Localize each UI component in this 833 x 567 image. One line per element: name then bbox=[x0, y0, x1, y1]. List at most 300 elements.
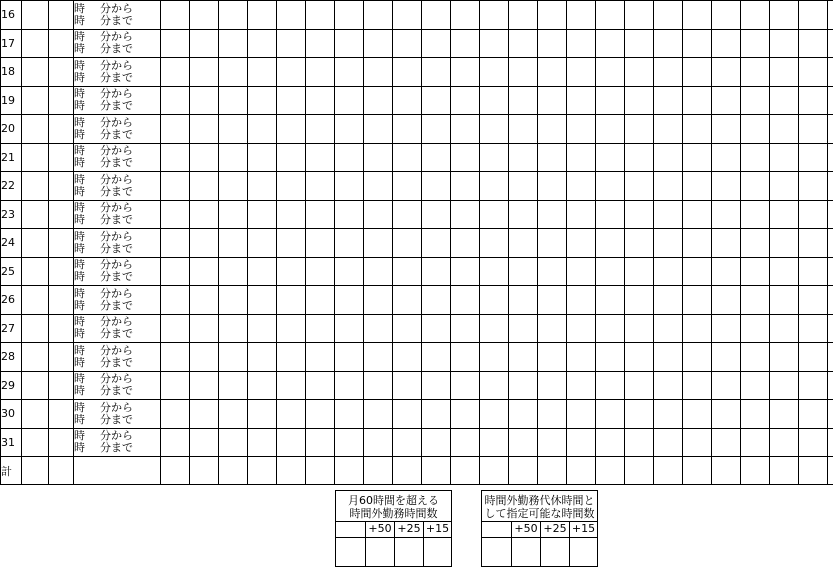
entry-cell[interactable] bbox=[277, 29, 306, 58]
entry-cell[interactable] bbox=[393, 400, 422, 429]
entry-cell[interactable] bbox=[538, 115, 567, 144]
entry-cell[interactable] bbox=[161, 257, 190, 286]
entry-cell[interactable] bbox=[277, 314, 306, 343]
entry-cell[interactable] bbox=[596, 428, 625, 457]
entry-cell[interactable] bbox=[22, 58, 49, 87]
entry-cell[interactable] bbox=[567, 29, 596, 58]
entry-cell[interactable] bbox=[219, 172, 248, 201]
entry-cell[interactable] bbox=[190, 400, 219, 429]
entry-cell[interactable] bbox=[22, 314, 49, 343]
entry-cell[interactable] bbox=[277, 172, 306, 201]
entry-cell[interactable] bbox=[161, 172, 190, 201]
entry-cell[interactable] bbox=[49, 29, 74, 58]
time-range-cell[interactable] bbox=[74, 200, 161, 229]
entry-cell[interactable] bbox=[219, 86, 248, 115]
value-cell[interactable] bbox=[482, 537, 511, 567]
entry-cell[interactable] bbox=[741, 286, 770, 315]
entry-cell[interactable] bbox=[451, 200, 480, 229]
entry-cell[interactable] bbox=[306, 115, 335, 144]
entry-cell[interactable] bbox=[683, 257, 712, 286]
entry-cell[interactable] bbox=[799, 400, 828, 429]
entry-cell[interactable] bbox=[248, 29, 277, 58]
entry-cell[interactable] bbox=[335, 29, 364, 58]
entry-cell[interactable] bbox=[770, 115, 799, 144]
entry-cell[interactable] bbox=[596, 257, 625, 286]
entry-cell[interactable] bbox=[306, 143, 335, 172]
entry-cell[interactable] bbox=[480, 200, 509, 229]
entry-cell[interactable] bbox=[770, 371, 799, 400]
entry-cell[interactable] bbox=[219, 343, 248, 372]
entry-cell[interactable] bbox=[799, 86, 828, 115]
entry-cell[interactable] bbox=[190, 229, 219, 258]
entry-cell[interactable] bbox=[712, 58, 741, 87]
entry-cell[interactable] bbox=[567, 457, 596, 485]
entry-cell[interactable] bbox=[393, 86, 422, 115]
entry-cell[interactable] bbox=[393, 115, 422, 144]
entry-cell[interactable] bbox=[567, 143, 596, 172]
entry-cell[interactable] bbox=[422, 314, 451, 343]
entry-cell[interactable] bbox=[190, 286, 219, 315]
entry-cell[interactable] bbox=[712, 257, 741, 286]
entry-cell[interactable] bbox=[567, 115, 596, 144]
entry-cell[interactable] bbox=[335, 314, 364, 343]
entry-cell[interactable] bbox=[654, 1, 683, 30]
entry-cell[interactable] bbox=[625, 428, 654, 457]
entry-cell[interactable] bbox=[770, 143, 799, 172]
time-range-cell[interactable] bbox=[74, 229, 161, 258]
entry-cell[interactable] bbox=[770, 314, 799, 343]
entry-cell[interactable] bbox=[480, 172, 509, 201]
entry-cell[interactable] bbox=[451, 400, 480, 429]
entry-cell[interactable] bbox=[161, 343, 190, 372]
entry-cell[interactable] bbox=[625, 286, 654, 315]
entry-cell[interactable] bbox=[567, 172, 596, 201]
entry-cell[interactable] bbox=[712, 86, 741, 115]
entry-cell[interactable] bbox=[480, 286, 509, 315]
entry-cell[interactable] bbox=[683, 400, 712, 429]
entry-cell[interactable] bbox=[538, 1, 567, 30]
entry-cell[interactable] bbox=[741, 1, 770, 30]
entry-cell[interactable] bbox=[770, 86, 799, 115]
entry-cell[interactable] bbox=[828, 115, 833, 144]
entry-cell[interactable] bbox=[49, 58, 74, 87]
entry-cell[interactable] bbox=[335, 143, 364, 172]
entry-cell[interactable] bbox=[49, 143, 74, 172]
entry-cell[interactable] bbox=[335, 343, 364, 372]
entry-cell[interactable] bbox=[654, 343, 683, 372]
entry-cell[interactable] bbox=[277, 371, 306, 400]
entry-cell[interactable] bbox=[161, 58, 190, 87]
entry-cell[interactable] bbox=[161, 428, 190, 457]
entry-cell[interactable] bbox=[596, 200, 625, 229]
entry-cell[interactable] bbox=[451, 172, 480, 201]
entry-cell[interactable] bbox=[393, 229, 422, 258]
entry-cell[interactable] bbox=[683, 343, 712, 372]
entry-cell[interactable] bbox=[683, 314, 712, 343]
entry-cell[interactable] bbox=[190, 343, 219, 372]
entry-cell[interactable] bbox=[654, 115, 683, 144]
entry-cell[interactable] bbox=[567, 428, 596, 457]
entry-cell[interactable] bbox=[335, 1, 364, 30]
entry-cell[interactable] bbox=[799, 343, 828, 372]
entry-cell[interactable] bbox=[161, 314, 190, 343]
entry-cell[interactable] bbox=[22, 115, 49, 144]
entry-cell[interactable] bbox=[219, 314, 248, 343]
entry-cell[interactable] bbox=[625, 200, 654, 229]
entry-cell[interactable] bbox=[161, 115, 190, 144]
entry-cell[interactable] bbox=[393, 143, 422, 172]
entry-cell[interactable] bbox=[364, 86, 393, 115]
entry-cell[interactable] bbox=[161, 371, 190, 400]
entry-cell[interactable] bbox=[451, 115, 480, 144]
entry-cell[interactable] bbox=[538, 314, 567, 343]
entry-cell[interactable] bbox=[480, 229, 509, 258]
entry-cell[interactable] bbox=[277, 457, 306, 485]
entry-cell[interactable] bbox=[393, 172, 422, 201]
entry-cell[interactable] bbox=[828, 371, 833, 400]
entry-cell[interactable] bbox=[49, 200, 74, 229]
entry-cell[interactable] bbox=[596, 314, 625, 343]
entry-cell[interactable] bbox=[683, 1, 712, 30]
entry-cell[interactable] bbox=[364, 172, 393, 201]
entry-cell[interactable] bbox=[799, 200, 828, 229]
entry-cell[interactable] bbox=[393, 257, 422, 286]
entry-cell[interactable] bbox=[190, 371, 219, 400]
entry-cell[interactable] bbox=[161, 1, 190, 30]
entry-cell[interactable] bbox=[683, 58, 712, 87]
time-range-cell[interactable] bbox=[74, 257, 161, 286]
entry-cell[interactable] bbox=[741, 86, 770, 115]
entry-cell[interactable] bbox=[49, 286, 74, 315]
entry-cell[interactable] bbox=[451, 286, 480, 315]
entry-cell[interactable] bbox=[509, 1, 538, 30]
entry-cell[interactable] bbox=[219, 1, 248, 30]
entry-cell[interactable] bbox=[828, 314, 833, 343]
time-range-cell[interactable] bbox=[74, 1, 161, 30]
entry-cell[interactable] bbox=[741, 115, 770, 144]
entry-cell[interactable] bbox=[567, 229, 596, 258]
entry-cell[interactable] bbox=[219, 371, 248, 400]
entry-cell[interactable] bbox=[306, 172, 335, 201]
entry-cell[interactable] bbox=[625, 172, 654, 201]
entry-cell[interactable] bbox=[422, 115, 451, 144]
entry-cell[interactable] bbox=[741, 143, 770, 172]
entry-cell[interactable] bbox=[161, 29, 190, 58]
entry-cell[interactable] bbox=[393, 343, 422, 372]
entry-cell[interactable] bbox=[393, 314, 422, 343]
entry-cell[interactable] bbox=[538, 58, 567, 87]
entry-cell[interactable] bbox=[49, 86, 74, 115]
entry-cell[interactable] bbox=[654, 229, 683, 258]
entry-cell[interactable] bbox=[248, 1, 277, 30]
entry-cell[interactable] bbox=[538, 371, 567, 400]
time-range-cell[interactable] bbox=[74, 428, 161, 457]
entry-cell[interactable] bbox=[509, 229, 538, 258]
entry-cell[interactable] bbox=[509, 400, 538, 429]
entry-cell[interactable] bbox=[306, 343, 335, 372]
entry-cell[interactable] bbox=[538, 229, 567, 258]
time-range-cell[interactable] bbox=[74, 314, 161, 343]
entry-cell[interactable] bbox=[219, 29, 248, 58]
entry-cell[interactable] bbox=[509, 371, 538, 400]
entry-cell[interactable] bbox=[49, 457, 74, 485]
entry-cell[interactable] bbox=[306, 457, 335, 485]
entry-cell[interactable] bbox=[480, 343, 509, 372]
entry-cell[interactable] bbox=[422, 400, 451, 429]
entry-cell[interactable] bbox=[828, 257, 833, 286]
entry-cell[interactable] bbox=[219, 200, 248, 229]
entry-cell[interactable] bbox=[306, 371, 335, 400]
entry-cell[interactable] bbox=[538, 29, 567, 58]
entry-cell[interactable] bbox=[451, 371, 480, 400]
time-range-cell[interactable] bbox=[74, 343, 161, 372]
entry-cell[interactable] bbox=[828, 457, 833, 485]
entry-cell[interactable] bbox=[480, 86, 509, 115]
entry-cell[interactable] bbox=[712, 457, 741, 485]
entry-cell[interactable] bbox=[451, 29, 480, 58]
value-cell[interactable] bbox=[569, 537, 597, 567]
entry-cell[interactable] bbox=[625, 400, 654, 429]
time-range-cell[interactable] bbox=[74, 286, 161, 315]
entry-cell[interactable] bbox=[625, 58, 654, 87]
value-cell[interactable] bbox=[540, 537, 569, 567]
entry-cell[interactable] bbox=[422, 200, 451, 229]
entry-cell[interactable] bbox=[480, 29, 509, 58]
entry-cell[interactable] bbox=[161, 86, 190, 115]
entry-cell[interactable] bbox=[741, 314, 770, 343]
entry-cell[interactable] bbox=[277, 86, 306, 115]
entry-cell[interactable] bbox=[422, 257, 451, 286]
entry-cell[interactable] bbox=[22, 1, 49, 30]
entry-cell[interactable] bbox=[190, 457, 219, 485]
entry-cell[interactable] bbox=[799, 58, 828, 87]
entry-cell[interactable] bbox=[161, 229, 190, 258]
entry-cell[interactable] bbox=[422, 1, 451, 30]
entry-cell[interactable] bbox=[306, 58, 335, 87]
entry-cell[interactable] bbox=[451, 58, 480, 87]
entry-cell[interactable] bbox=[451, 343, 480, 372]
entry-cell[interactable] bbox=[277, 200, 306, 229]
entry-cell[interactable] bbox=[770, 58, 799, 87]
entry-cell[interactable] bbox=[828, 86, 833, 115]
entry-cell[interactable] bbox=[770, 229, 799, 258]
entry-cell[interactable] bbox=[509, 314, 538, 343]
entry-cell[interactable] bbox=[22, 428, 49, 457]
entry-cell[interactable] bbox=[277, 143, 306, 172]
entry-cell[interactable] bbox=[654, 200, 683, 229]
entry-cell[interactable] bbox=[277, 229, 306, 258]
time-range-cell[interactable] bbox=[74, 58, 161, 87]
entry-cell[interactable] bbox=[567, 1, 596, 30]
entry-cell[interactable] bbox=[219, 143, 248, 172]
entry-cell[interactable] bbox=[567, 286, 596, 315]
entry-cell[interactable] bbox=[770, 29, 799, 58]
entry-cell[interactable] bbox=[538, 457, 567, 485]
entry-cell[interactable] bbox=[596, 1, 625, 30]
entry-cell[interactable] bbox=[567, 343, 596, 372]
entry-cell[interactable] bbox=[625, 86, 654, 115]
entry-cell[interactable] bbox=[422, 172, 451, 201]
entry-cell[interactable] bbox=[799, 314, 828, 343]
entry-cell[interactable] bbox=[335, 428, 364, 457]
entry-cell[interactable] bbox=[451, 1, 480, 30]
entry-cell[interactable] bbox=[22, 457, 49, 485]
entry-cell[interactable] bbox=[364, 29, 393, 58]
entry-cell[interactable] bbox=[190, 200, 219, 229]
entry-cell[interactable] bbox=[654, 400, 683, 429]
entry-cell[interactable] bbox=[393, 371, 422, 400]
entry-cell[interactable] bbox=[248, 371, 277, 400]
entry-cell[interactable] bbox=[451, 143, 480, 172]
entry-cell[interactable] bbox=[625, 229, 654, 258]
entry-cell[interactable] bbox=[799, 115, 828, 144]
entry-cell[interactable] bbox=[538, 343, 567, 372]
entry-cell[interactable] bbox=[248, 86, 277, 115]
entry-cell[interactable] bbox=[828, 29, 833, 58]
entry-cell[interactable] bbox=[625, 257, 654, 286]
entry-cell[interactable] bbox=[335, 400, 364, 429]
entry-cell[interactable] bbox=[828, 172, 833, 201]
entry-cell[interactable] bbox=[770, 200, 799, 229]
entry-cell[interactable] bbox=[596, 115, 625, 144]
entry-cell[interactable] bbox=[683, 29, 712, 58]
entry-cell[interactable] bbox=[22, 343, 49, 372]
entry-cell[interactable] bbox=[509, 343, 538, 372]
entry-cell[interactable] bbox=[480, 143, 509, 172]
value-cell[interactable] bbox=[365, 537, 394, 567]
entry-cell[interactable] bbox=[770, 257, 799, 286]
entry-cell[interactable] bbox=[364, 1, 393, 30]
entry-cell[interactable] bbox=[683, 371, 712, 400]
value-cell[interactable] bbox=[423, 537, 451, 567]
entry-cell[interactable] bbox=[335, 58, 364, 87]
entry-cell[interactable] bbox=[248, 115, 277, 144]
entry-cell[interactable] bbox=[538, 257, 567, 286]
entry-cell[interactable] bbox=[625, 343, 654, 372]
entry-cell[interactable] bbox=[654, 58, 683, 87]
entry-cell[interactable] bbox=[654, 371, 683, 400]
entry-cell[interactable] bbox=[654, 172, 683, 201]
entry-cell[interactable] bbox=[451, 457, 480, 485]
entry-cell[interactable] bbox=[364, 343, 393, 372]
entry-cell[interactable] bbox=[480, 58, 509, 87]
entry-cell[interactable] bbox=[712, 200, 741, 229]
entry-cell[interactable] bbox=[625, 115, 654, 144]
entry-cell[interactable] bbox=[567, 314, 596, 343]
entry-cell[interactable] bbox=[49, 257, 74, 286]
entry-cell[interactable] bbox=[509, 257, 538, 286]
entry-cell[interactable] bbox=[248, 343, 277, 372]
entry-cell[interactable] bbox=[161, 286, 190, 315]
entry-cell[interactable] bbox=[422, 29, 451, 58]
entry-cell[interactable] bbox=[770, 400, 799, 429]
entry-cell[interactable] bbox=[683, 115, 712, 144]
time-range-cell[interactable] bbox=[74, 143, 161, 172]
entry-cell[interactable] bbox=[567, 86, 596, 115]
entry-cell[interactable] bbox=[306, 286, 335, 315]
entry-cell[interactable] bbox=[393, 58, 422, 87]
entry-cell[interactable] bbox=[596, 172, 625, 201]
entry-cell[interactable] bbox=[190, 143, 219, 172]
value-cell[interactable] bbox=[336, 537, 365, 567]
entry-cell[interactable] bbox=[538, 86, 567, 115]
entry-cell[interactable] bbox=[683, 428, 712, 457]
entry-cell[interactable] bbox=[22, 200, 49, 229]
entry-cell[interactable] bbox=[567, 400, 596, 429]
entry-cell[interactable] bbox=[393, 200, 422, 229]
entry-cell[interactable] bbox=[190, 1, 219, 30]
entry-cell[interactable] bbox=[422, 229, 451, 258]
entry-cell[interactable] bbox=[393, 286, 422, 315]
entry-cell[interactable] bbox=[712, 115, 741, 144]
entry-cell[interactable] bbox=[480, 457, 509, 485]
entry-cell[interactable] bbox=[364, 457, 393, 485]
entry-cell[interactable] bbox=[596, 343, 625, 372]
entry-cell[interactable] bbox=[364, 58, 393, 87]
time-range-cell[interactable] bbox=[74, 29, 161, 58]
entry-cell[interactable] bbox=[335, 257, 364, 286]
entry-cell[interactable] bbox=[451, 314, 480, 343]
entry-cell[interactable] bbox=[49, 314, 74, 343]
entry-cell[interactable] bbox=[451, 86, 480, 115]
entry-cell[interactable] bbox=[509, 86, 538, 115]
entry-cell[interactable] bbox=[277, 286, 306, 315]
entry-cell[interactable] bbox=[364, 371, 393, 400]
entry-cell[interactable] bbox=[509, 172, 538, 201]
entry-cell[interactable] bbox=[625, 1, 654, 30]
entry-cell[interactable] bbox=[828, 200, 833, 229]
entry-cell[interactable] bbox=[364, 229, 393, 258]
entry-cell[interactable] bbox=[654, 457, 683, 485]
entry-cell[interactable] bbox=[596, 86, 625, 115]
entry-cell[interactable] bbox=[335, 200, 364, 229]
entry-cell[interactable] bbox=[799, 286, 828, 315]
entry-cell[interactable] bbox=[683, 143, 712, 172]
entry-cell[interactable] bbox=[190, 115, 219, 144]
entry-cell[interactable] bbox=[248, 286, 277, 315]
entry-cell[interactable] bbox=[22, 143, 49, 172]
entry-cell[interactable] bbox=[49, 229, 74, 258]
entry-cell[interactable] bbox=[306, 200, 335, 229]
entry-cell[interactable] bbox=[799, 229, 828, 258]
entry-cell[interactable] bbox=[190, 428, 219, 457]
entry-cell[interactable] bbox=[306, 428, 335, 457]
entry-cell[interactable] bbox=[277, 115, 306, 144]
entry-cell[interactable] bbox=[190, 257, 219, 286]
entry-cell[interactable] bbox=[828, 400, 833, 429]
entry-cell[interactable] bbox=[654, 428, 683, 457]
entry-cell[interactable] bbox=[393, 29, 422, 58]
entry-cell[interactable] bbox=[219, 229, 248, 258]
entry-cell[interactable] bbox=[422, 86, 451, 115]
entry-cell[interactable] bbox=[509, 115, 538, 144]
entry-cell[interactable] bbox=[277, 343, 306, 372]
entry-cell[interactable] bbox=[567, 257, 596, 286]
entry-cell[interactable] bbox=[219, 58, 248, 87]
value-cell[interactable] bbox=[511, 537, 540, 567]
entry-cell[interactable] bbox=[712, 314, 741, 343]
entry-cell[interactable] bbox=[74, 457, 161, 485]
entry-cell[interactable] bbox=[364, 115, 393, 144]
entry-cell[interactable] bbox=[306, 229, 335, 258]
entry-cell[interactable] bbox=[277, 1, 306, 30]
entry-cell[interactable] bbox=[49, 343, 74, 372]
entry-cell[interactable] bbox=[248, 428, 277, 457]
entry-cell[interactable] bbox=[538, 143, 567, 172]
entry-cell[interactable] bbox=[683, 229, 712, 258]
entry-cell[interactable] bbox=[799, 29, 828, 58]
entry-cell[interactable] bbox=[712, 286, 741, 315]
